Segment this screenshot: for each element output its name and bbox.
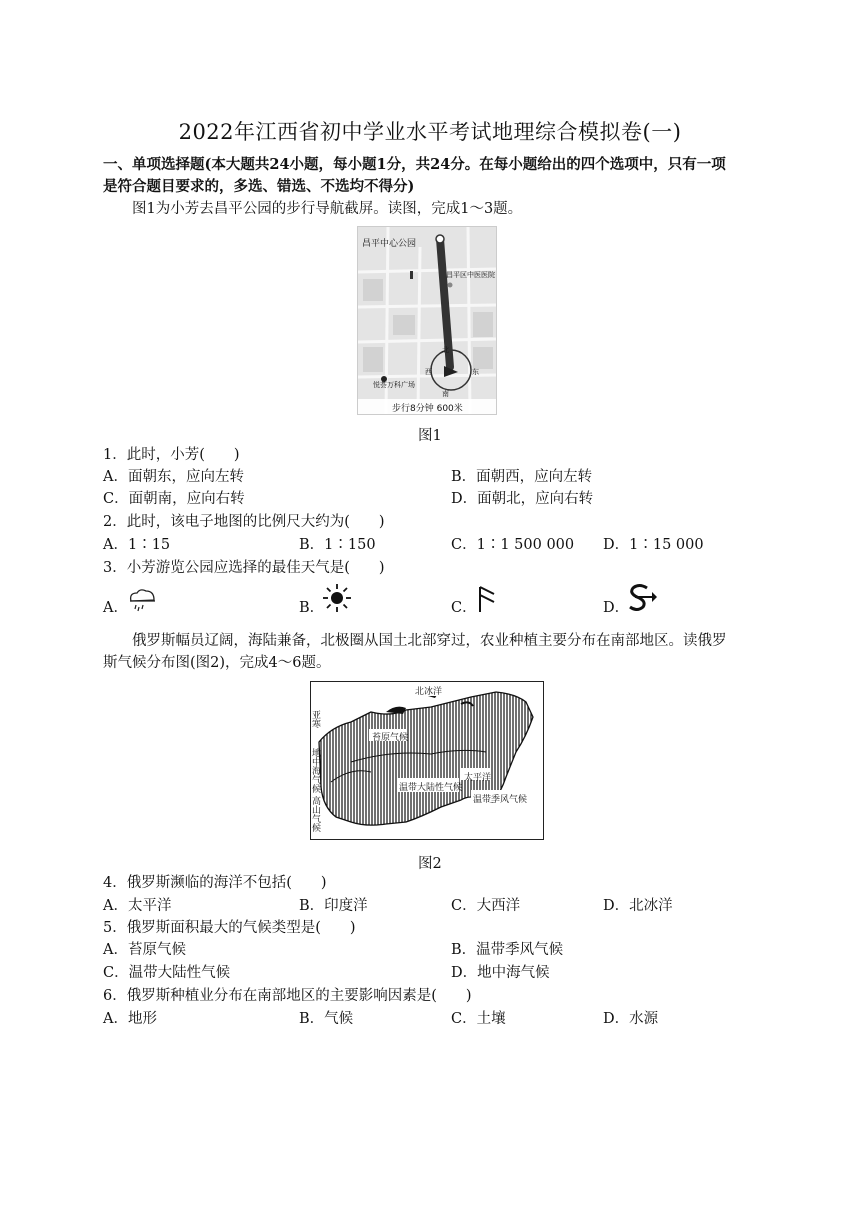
map-label-monsoon: 温带季风气候	[473, 795, 528, 805]
q1-option-c: C．面朝南，应向右转	[103, 491, 245, 507]
map-label-park: 昌平中心公园	[362, 239, 417, 249]
q2-option-d: D．1∶15 000	[603, 537, 704, 553]
figure2-caption: 图2	[418, 856, 442, 872]
intro-figure1: 图1为小芳去昌平公园的步行导航截屏。读图，完成1～3题。	[132, 201, 523, 217]
map-label-tundra: 苔原气候	[372, 733, 409, 743]
compass-south: 南	[442, 390, 449, 398]
q5-stem: 5．俄罗斯面积最大的气候类型是( )	[103, 920, 356, 936]
map-label-hospital: 昌平区中医医院	[446, 271, 495, 279]
map-label-arctic: 北冰洋	[415, 687, 443, 697]
q1-option-d: D．面朝北，应向右转	[451, 491, 594, 507]
sun-icon	[322, 583, 352, 613]
q3-option-c: C．	[451, 600, 477, 616]
q5-option-b: B．温带季风气候	[451, 942, 564, 958]
map-label-mediterranean: 地中海气候	[312, 749, 322, 795]
q5-option-a: A．苔原气候	[103, 942, 186, 958]
q3-option-a: A．	[103, 600, 128, 616]
q5-option-d: D．地中海气候	[451, 965, 550, 981]
q3-option-d: D．	[603, 600, 630, 616]
q1-option-b: B．面朝西，应向左转	[451, 469, 593, 485]
figure2-russia-climate-map	[310, 681, 544, 840]
map-label-mountain: 高山气候	[312, 797, 322, 834]
map-label-plaza: 悦荟万科广场	[373, 381, 415, 389]
rain-cloud-icon	[126, 588, 158, 614]
russia-map-graphic	[311, 682, 543, 839]
q4-stem: 4．俄罗斯濒临的海洋不包括( )	[103, 875, 327, 891]
q2-option-b: B．1∶150	[299, 537, 376, 553]
q6-stem: 6．俄罗斯种植业分布在南部地区的主要影响因素是( )	[103, 988, 472, 1004]
compass-west: 西	[425, 368, 432, 376]
q4-option-c: C．大西洋	[451, 898, 521, 914]
nav-distance-label: 步行8分钟 600米	[392, 404, 463, 414]
typhoon-icon	[625, 583, 657, 613]
intro-figure2-line2: 斯气候分布图(图2)，完成4～6题。	[103, 655, 331, 671]
wind-icon	[474, 584, 500, 614]
q4-option-d: D．北冰洋	[603, 898, 673, 914]
figure1-caption: 图1	[418, 428, 442, 444]
q2-option-a: A．1∶15	[103, 537, 171, 553]
section-heading-line2: 是符合题目要求的，多选、错选、不选均不得分)	[103, 178, 415, 195]
q6-option-b: B．气候	[299, 1011, 354, 1027]
compass-east: 东	[472, 368, 479, 376]
intro-figure2-line1: 俄罗斯幅员辽阔，海陆兼备，北极圈从国土北部穿过，农业种植主要分布在南部地区。读俄罗	[132, 633, 727, 649]
compass-north: 北	[442, 346, 449, 354]
exam-title: 2022年江西省初中学业水平考试地理综合模拟卷(一)	[178, 120, 682, 144]
q6-option-a: A．地形	[103, 1011, 157, 1027]
q4-option-b: B．印度洋	[299, 898, 368, 914]
q1-stem: 1．此时，小芳( )	[103, 447, 240, 463]
q2-stem: 2．此时，该电子地图的比例尺大约为( )	[103, 514, 385, 530]
q1-option-a: A．面朝东，应向左转	[103, 469, 244, 485]
q3-stem: 3．小芳游览公园应选择的最佳天气是( )	[103, 560, 385, 576]
q4-option-a: A．太平洋	[103, 898, 172, 914]
q5-option-c: C．温带大陆性气候	[103, 965, 231, 981]
figure1-nav-map	[357, 226, 497, 415]
map-label-subarctic: 亚寒	[312, 711, 322, 730]
q6-option-d: D．水源	[603, 1011, 659, 1027]
section-heading-line1: 一、单项选择题(本大题共24小题，每小题1分，共24分。在每小题给出的四个选项中，只有一项	[103, 156, 726, 173]
map-label-continental: 温带大陆性气候	[399, 783, 463, 793]
map-label-pacific: 太平洋	[464, 773, 492, 783]
q3-option-b: B．	[299, 600, 325, 616]
q2-option-c: C．1∶1 500 000	[451, 537, 575, 553]
q6-option-c: C．土壤	[451, 1011, 506, 1027]
